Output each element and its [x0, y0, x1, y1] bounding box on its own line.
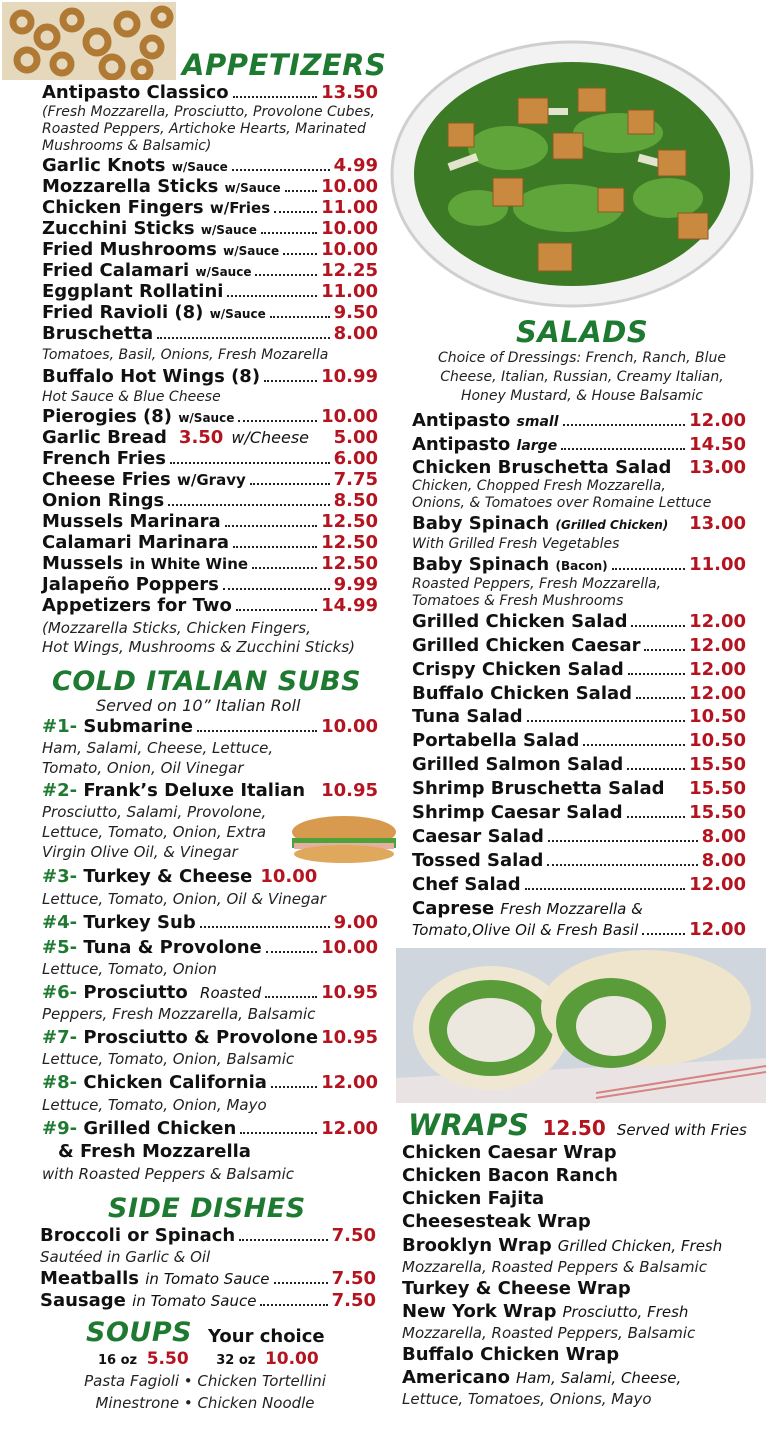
sub-2-desc-3: Virgin Olive Oil, & Vinegar — [42, 843, 238, 861]
wrap-item-americano: Americano Ham, Salami, Cheese, — [402, 1367, 682, 1388]
chicken-bruschetta-desc-2: Onions, & Tomatoes over Romaine Lettuce — [412, 495, 712, 511]
soups-sizes: 16 oz 5.50 32 oz 10.00 — [98, 1349, 319, 1369]
new-york-wrap-desc: Mozzarella, Roasted Peppers, Balsamic — [402, 1324, 696, 1342]
salad-item-tuna: Tuna Salad 10.50 — [412, 706, 746, 727]
sub-item-6: #6- Prosciutto Roasted 10.95 — [42, 982, 378, 1003]
dressings-line-1: Choice of Dressings: French, Ranch, Blue — [437, 350, 727, 366]
dressings-line-3: Honey Mustard, & House Balsamic — [460, 388, 704, 404]
salad-item-caesar: Caesar Salad 8.00 — [412, 826, 746, 847]
menu-item-mussels-white-wine: Mussels in White Wine 12.50 — [42, 553, 378, 574]
salad-item-shrimp-caesar: Shrimp Caesar Salad 15.50 — [412, 802, 746, 823]
wrap-photo — [396, 948, 766, 1103]
side-item-sausage: Sausage in Tomato Sauce 7.50 — [40, 1290, 376, 1311]
menu-item-fried-mushrooms: Fried Mushrooms w/Sauce 10.00 — [42, 239, 378, 260]
sub-1-desc-2: Tomato, Onion, Oil Vinegar — [42, 759, 244, 777]
salad-item-chef: Chef Salad 12.00 — [412, 874, 746, 895]
antipasto-classico-desc-1: (Fresh Mozzarella, Prosciutto, Provolone Cubes, — [42, 104, 375, 120]
salad-item-portabella: Portabella Salad 10.50 — [412, 730, 746, 751]
cold-subs-heading: COLD ITALIAN SUBS — [52, 666, 362, 697]
wrap-item-chicken-caesar: Chicken Caesar Wrap — [402, 1142, 617, 1163]
menu-item-pierogies: Pierogies (8) w/Sauce 10.00 — [42, 406, 378, 427]
salad-item-shrimp-bruschetta: Shrimp Bruschetta Salad 15.50 — [412, 778, 746, 799]
wrap-item-brooklyn: Brooklyn Wrap Grilled Chicken, Fresh — [402, 1235, 723, 1256]
menu-item-fried-calamari: Fried Calamari w/Sauce 12.25 — [42, 260, 378, 281]
menu-item-appetizers-for-two: Appetizers for Two 14.99 — [42, 595, 378, 616]
calamari-photo — [2, 2, 176, 80]
sub-item-9: #9- Grilled Chicken 12.00 — [42, 1118, 378, 1139]
appetizers-for-two-desc-1: (Mozzarella Sticks, Chicken Fingers, — [42, 619, 311, 637]
dressings-line-2: Cheese, Italian, Russian, Creamy Italian, — [440, 369, 724, 385]
salad-item-antipasto-small: Antipasto small 12.00 — [412, 410, 746, 431]
wrap-item-new-york: New York Wrap Prosciutto, Fresh — [402, 1301, 689, 1322]
baby-spinach-bacon-desc-2: Tomatoes & Fresh Mushrooms — [412, 593, 624, 609]
salads-heading: SALADS — [516, 315, 649, 349]
salad-item-antipasto-large: Antipasto large 14.50 — [412, 434, 746, 455]
menu-item-cheese-fries: Cheese Fries w/Gravy 7.75 — [42, 469, 378, 490]
antipasto-classico-desc-2: Roasted Peppers, Artichoke Hearts, Marinated — [42, 121, 366, 137]
wrap-item-turkey-cheese: Turkey & Cheese Wrap — [402, 1278, 631, 1299]
menu-item-french-fries: French Fries 6.00 — [42, 448, 378, 469]
wrap-item-chicken-fajita: Chicken Fajita — [402, 1188, 545, 1209]
menu-item-bruschetta: Bruschetta 8.00 — [42, 323, 378, 344]
baby-spinach-bacon-desc-1: Roasted Peppers, Fresh Mozzarella, — [412, 576, 662, 592]
sub-item-1: #1- Submarine 10.00 — [42, 716, 378, 737]
sub-2-desc-2: Lettuce, Tomato, Onion, Extra — [42, 823, 267, 841]
salad-item-baby-spinach-chicken: Baby Spinach (Grilled Chicken) 13.00 — [412, 513, 746, 534]
soups-list-2: Minestrone • Chicken Noodle — [95, 1394, 315, 1412]
sub-item-5: #5- Tuna & Provolone 10.00 — [42, 937, 378, 958]
sub-7-desc: Lettuce, Tomato, Onion, Balsamic — [42, 1050, 295, 1068]
sub-3-desc: Lettuce, Tomato, Onion, Oil & Vinegar — [42, 890, 326, 908]
cold-subs-subtitle: Served on 10” Italian Roll — [96, 696, 301, 715]
wraps-header — [408, 1108, 747, 1142]
sub-9-desc: with Roasted Peppers & Balsamic — [42, 1165, 295, 1183]
salad-item-tossed: Tossed Salad 8.00 — [412, 850, 746, 871]
wraps-price: 12.50 — [542, 1116, 606, 1140]
wrap-item-cheesesteak: Cheesesteak Wrap — [402, 1211, 591, 1232]
sub-2-desc-1: Prosciutto, Salami, Provolone, — [42, 803, 267, 821]
soups-heading: SOUPS — [86, 1317, 193, 1348]
sub-item-9-line-2: & Fresh Mozzarella — [58, 1141, 251, 1162]
salad-item-grilled-chicken: Grilled Chicken Salad 12.00 — [412, 611, 746, 632]
menu-item-mozzarella-sticks: Mozzarella Sticks w/Sauce 10.00 — [42, 176, 378, 197]
menu-item-chicken-fingers: Chicken Fingers w/Fries 11.00 — [42, 197, 378, 218]
wrap-item-chicken-bacon-ranch: Chicken Bacon Ranch — [402, 1165, 618, 1186]
appetizers-heading: APPETIZERS — [182, 48, 387, 82]
menu-item-calamari-marinara: Calamari Marinara 12.50 — [42, 532, 378, 553]
sub-6-desc: Peppers, Fresh Mozzarella, Balsamic — [42, 1005, 316, 1023]
sub-item-7: #7- Prosciutto & Provolone 10.95 — [42, 1027, 378, 1048]
antipasto-classico-desc-3: Mushrooms & Balsamic) — [42, 138, 212, 154]
wraps-note: Served with Fries — [616, 1121, 747, 1139]
wraps-heading: WRAPS — [408, 1108, 530, 1142]
salad-item-grilled-chicken-caesar: Grilled Chicken Caesar 12.00 — [412, 635, 746, 656]
salad-item-buffalo-chicken: Buffalo Chicken Salad 12.00 — [412, 683, 746, 704]
sub-8-desc: Lettuce, Tomato, Onion, Mayo — [42, 1096, 267, 1114]
sub-5-desc: Lettuce, Tomato, Onion — [42, 960, 217, 978]
soups-list-1: Pasta Fagioli • Chicken Tortellini — [84, 1372, 326, 1390]
menu-item-buffalo-wings: Buffalo Hot Wings (8) 10.99 — [42, 366, 378, 387]
menu-item-garlic-bread: Garlic Bread 3.50 w/Cheese 5.00 — [42, 427, 378, 448]
salad-item-caprese: Caprese Fresh Mozzarella & — [412, 898, 643, 919]
soups-your-choice: Your choice — [208, 1326, 325, 1347]
menu-item-mussels-marinara: Mussels Marinara 12.50 — [42, 511, 378, 532]
salad-bowl-photo — [388, 38, 756, 310]
salad-item-grilled-salmon: Grilled Salmon Salad 15.50 — [412, 754, 746, 775]
side-item-meatballs: Meatballs in Tomato Sauce 7.50 — [40, 1268, 376, 1289]
sub-item-3: #3- Turkey & Cheese 10.00 — [42, 866, 318, 887]
salad-item-crispy-chicken: Crispy Chicken Salad 12.00 — [412, 659, 746, 680]
brooklyn-wrap-desc: Mozzarella, Roasted Peppers & Balsamic — [402, 1258, 707, 1276]
menu-item-garlic-knots: Garlic Knots w/Sauce 4.99 — [42, 155, 378, 176]
menu-item-zucchini-sticks: Zucchini Sticks w/Sauce 10.00 — [42, 218, 378, 239]
sub-1-desc-1: Ham, Salami, Cheese, Lettuce, — [42, 739, 274, 757]
salad-item-caprese-line-2: Tomato,Olive Oil & Fresh Basil 12.00 — [412, 919, 746, 940]
menu-item-jalapeno-poppers: Jalapeño Poppers 9.99 — [42, 574, 378, 595]
salad-item-chicken-bruschetta: Chicken Bruschetta Salad 13.00 — [412, 457, 746, 478]
sub-item-2: #2- Frank’s Deluxe Italian 10.95 — [42, 780, 378, 801]
menu-item-antipasto-classico: Antipasto Classico 13.50 — [42, 82, 378, 103]
chicken-bruschetta-desc-1: Chicken, Chopped Fresh Mozzarella, — [412, 478, 666, 494]
americano-wrap-desc: Lettuce, Tomatoes, Onions, Mayo — [402, 1390, 652, 1408]
buffalo-wings-desc: Hot Sauce & Blue Cheese — [42, 389, 221, 405]
wrap-item-buffalo-chicken: Buffalo Chicken Wrap — [402, 1344, 620, 1365]
menu-item-eggplant-rollatini: Eggplant Rollatini 11.00 — [42, 281, 378, 302]
menu-item-fried-ravioli: Fried Ravioli (8) w/Sauce 9.50 — [42, 302, 378, 323]
appetizers-for-two-desc-2: Hot Wings, Mushrooms & Zucchini Sticks) — [42, 638, 356, 656]
bruschetta-desc: Tomatoes, Basil, Onions, Fresh Mozarella — [42, 347, 329, 363]
sub-sandwich-photo — [284, 810, 404, 868]
side-dishes-heading: SIDE DISHES — [108, 1193, 306, 1224]
menu-item-onion-rings: Onion Rings 8.50 — [42, 490, 378, 511]
side-item-broccoli: Broccoli or Spinach 7.50 — [40, 1225, 376, 1246]
baby-spinach-chicken-desc: With Grilled Fresh Vegetables — [412, 536, 620, 552]
broccoli-desc: Sautéed in Garlic & Oil — [40, 1248, 211, 1266]
sub-item-8: #8- Chicken California 12.00 — [42, 1072, 378, 1093]
salad-item-baby-spinach-bacon: Baby Spinach (Bacon) 11.00 — [412, 554, 746, 575]
sub-item-4: #4- Turkey Sub 9.00 — [42, 912, 378, 933]
